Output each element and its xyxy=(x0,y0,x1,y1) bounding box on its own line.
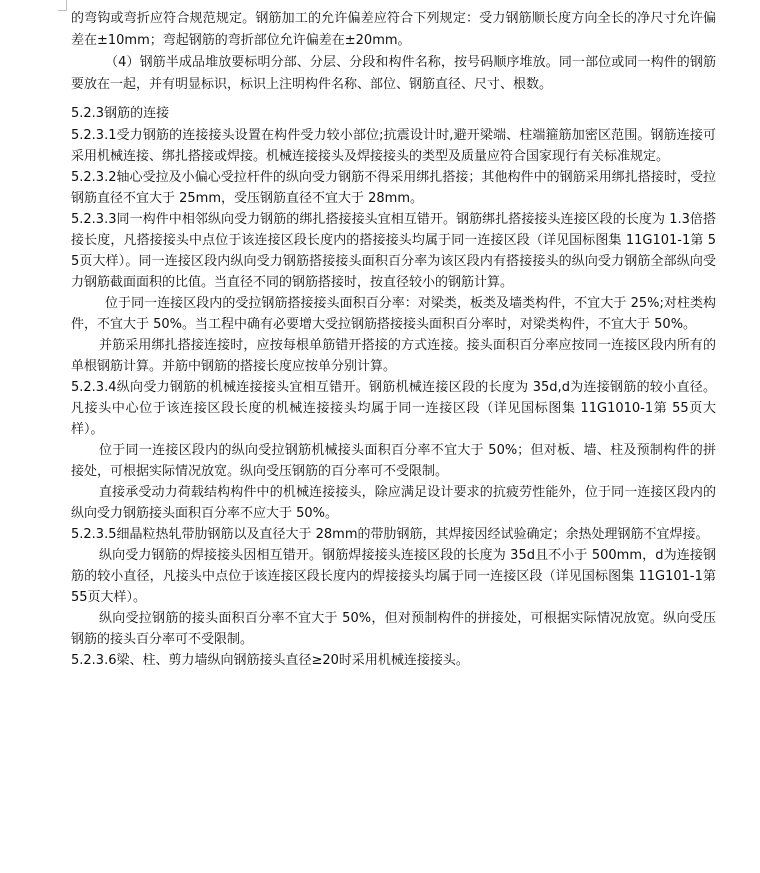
clause-5-2-3-6: 5.2.3.6梁、柱、剪力墙纵向钢筋接头直径≥20时采用机械连接接头。 xyxy=(71,653,469,668)
clause-5-2-3-2: 5.2.3.2轴心受拉及小偏心受拉杆件的纵向受力钢筋不得采用绑扎搭接；其他构件中的钢筋采用绑扎搭接时，受拉钢筋直径不宜大于 25mm，受压钢筋直径不宜大于 28mm。 xyxy=(71,170,716,206)
paragraph-mechanical-splice-percentage: 位于同一连接区段内的纵向受拉钢筋机械接头面积百分率不宜大于 50%；但对板、墙、柱及预制构件的拼接处，可根据实际情况放宽。纵向受压钢筋的百分率可不受限制。 xyxy=(71,443,716,479)
section-heading-rebar-connection: 5.2.3钢筋的连接 xyxy=(71,106,170,121)
document-body xyxy=(71,8,716,671)
paragraph-welded-splice-percentage: 纵向受拉钢筋的接头面积百分率不宜大于 50%，但对预制构件的拼接处，可根据实际情况放宽。纵向受压钢筋的接头百分率可不受限制。 xyxy=(71,611,716,647)
clause-5-2-3-4: 5.2.3.4纵向受力钢筋的机械连接接头宜相互错开。钢筋机械连接区段的长度为 35d,d为连接钢筋的较小直径。凡接头中心位于该连接区段长度的机械连接接头均属于同一连接区段（详见国标图集 11G1010-1第 55页大样）。 xyxy=(71,380,716,437)
clause-5-2-3-1: 5.2.3.1受力钢筋的连接接头设置在构件受力较小部位;抗震设计时,避开梁端、柱端箍筋加密区范围。钢筋连接可采用机械连接、绑扎搭接或焊接。机械连接接头及焊接接头的类型及质量应符合国家现行有关标准规定。 xyxy=(71,128,716,164)
clause-5-2-3-5: 5.2.3.5细晶粒热轧带肋钢筋以及直径大于 28mm的带肋钢筋，其焊接因经试验确定；余热处理钢筋不宜焊接。 xyxy=(71,527,709,542)
paragraph-rebar-stacking: （4）钢筋半成品堆放要标明分部、分层、分段和构件名称，按号码顺序堆放。同一部位或同一构件的钢筋要放在一起，并有明显标识，标识上注明构件名称、部位、钢筋直径、尺寸、根数。 xyxy=(71,55,716,92)
paragraph-lap-splice-percentage: 位于同一连接区段内的受拉钢筋搭接接头面积百分率：对梁类，板类及墙类构件，不宜大于 25%;对柱类构件，不宜大于 50%。当工程中确有必要增大受拉钢筋搭接接头面积百分率时，对梁类构件，不宜大于 50%。 xyxy=(71,296,716,332)
paragraph-bundled-bars: 并筋采用绑扎搭接连接时，应按每根单筋错开搭接的方式连接。接头面积百分率应按同一连接区段内所有的单根钢筋计算。并筋中钢筋的搭接长度应按单分别计算。 xyxy=(71,338,716,374)
paragraph-welded-splices: 纵向受力钢筋的焊接接头因相互错开。钢筋焊接接头连接区段的长度为 35d且不小于 500mm，d为连接钢筋的较小直径，凡接头中点位于该连接区段长度内的焊接接头均属于同一连接区段（详见国标图集 11G101-1第 55页大样）。 xyxy=(71,548,716,605)
paragraph-rebar-hook-tolerance: 的弯钩或弯折应符合规范规定。钢筋加工的允许偏差应符合下列规定：受力钢筋顺长度方向全长的净尺寸允许偏差在±10mm；弯起钢筋的弯折部位允许偏差在±20mm。 xyxy=(71,11,716,48)
clause-5-2-3-3: 5.2.3.3同一构件中相邻纵向受力钢筋的绑扎搭接接头宜相互错开。钢筋绑扎搭接接头连接区段的长度为 1.3倍搭接长度，凡搭接接头中点位于该连接区段长度内的搭接接头均属于同一连接区段（详见国标图集 11G101-1第 55页大样）。同一连接区段内纵向受力钢筋搭接接头面积百分率为该区段内有搭接接头的纵向受力钢筋全部纵向受力钢筋截面面积的比值。当直径不同的钢筋搭接时，按直径较小的钢筋计算。 xyxy=(71,212,716,290)
margin-corner-mark xyxy=(58,0,67,11)
paragraph-dynamic-load-splices: 直接承受动力荷载结构构件中的机械连接接头，除应满足设计要求的抗疲劳性能外，位于同一连接区段内的纵向受力钢筋接头面积百分率不应大于 50%。 xyxy=(71,485,716,521)
